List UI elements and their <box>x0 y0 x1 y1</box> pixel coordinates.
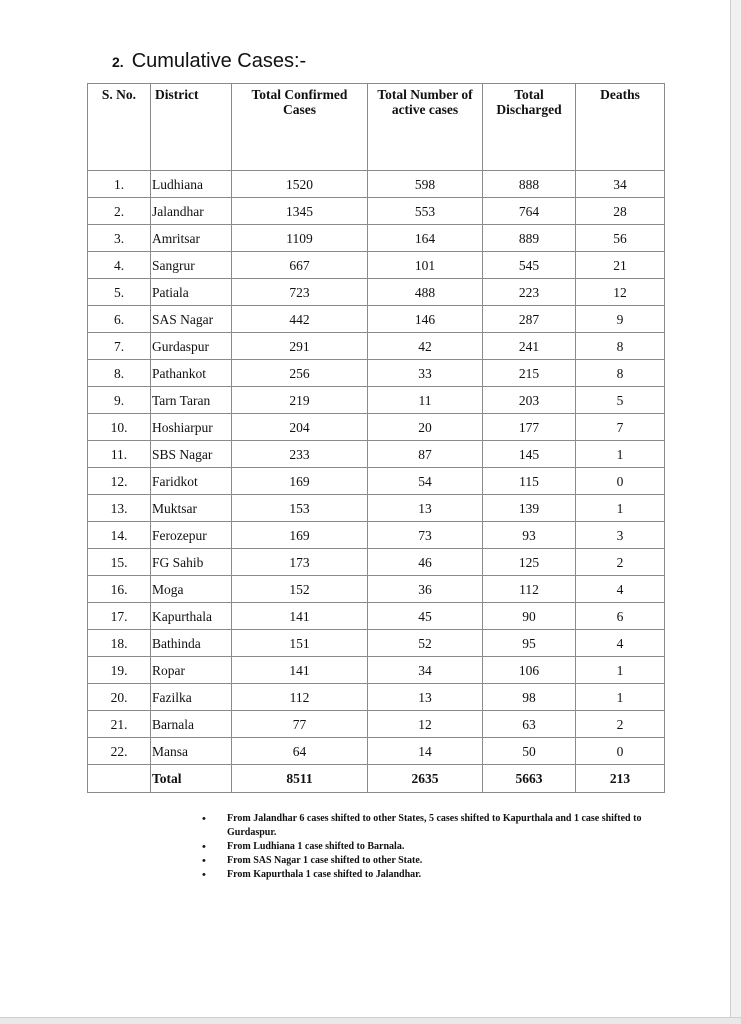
cell-discharged: 139 <box>483 495 576 522</box>
cell-active: 54 <box>368 468 483 495</box>
cell-active: 87 <box>368 441 483 468</box>
table-row <box>88 414 665 441</box>
table-row <box>88 495 665 522</box>
cell-district: Tarn Taran <box>151 387 232 414</box>
cell-active: 13 <box>368 495 483 522</box>
cell-discharged: 203 <box>483 387 576 414</box>
cell-discharged: 177 <box>483 414 576 441</box>
cell-deaths: 3 <box>576 522 665 549</box>
cell-active: 45 <box>368 603 483 630</box>
cell-deaths: 6 <box>576 603 665 630</box>
total-discharged: 5663 <box>483 765 576 793</box>
cell-serial-no: 6. <box>88 306 151 333</box>
table-row <box>88 225 665 252</box>
cell-active: 36 <box>368 576 483 603</box>
cell-serial-no: 10. <box>88 414 151 441</box>
cell-district: Barnala <box>151 711 232 738</box>
cell-serial-no: 19. <box>88 657 151 684</box>
cell-discharged: 764 <box>483 198 576 225</box>
total-deaths: 213 <box>576 765 665 793</box>
cell-active: 101 <box>368 252 483 279</box>
cell-district: Ludhiana <box>151 171 232 198</box>
cell-active: 14 <box>368 738 483 765</box>
cell-district: Moga <box>151 576 232 603</box>
cell-confirmed: 141 <box>232 657 368 684</box>
cell-confirmed: 169 <box>232 468 368 495</box>
cell-deaths: 1 <box>576 441 665 468</box>
cell-district: SBS Nagar <box>151 441 232 468</box>
cell-discharged: 115 <box>483 468 576 495</box>
cell-deaths: 56 <box>576 225 665 252</box>
section-title: Cumulative Cases:- <box>131 50 307 72</box>
cell-deaths: 34 <box>576 171 665 198</box>
cell-confirmed: 112 <box>232 684 368 711</box>
footnote-item <box>202 840 662 854</box>
cell-deaths: 2 <box>576 549 665 576</box>
cell-active: 553 <box>368 198 483 225</box>
cell-deaths: 4 <box>576 576 665 603</box>
bullet-icon: • <box>202 869 206 881</box>
table-row <box>88 279 665 306</box>
cell-confirmed: 667 <box>232 252 368 279</box>
cell-district: Bathinda <box>151 630 232 657</box>
cell-active: 33 <box>368 360 483 387</box>
total-serial-cell <box>88 765 151 793</box>
cell-deaths: 28 <box>576 198 665 225</box>
cell-serial-no: 7. <box>88 333 151 360</box>
header-district: District <box>151 84 232 171</box>
cell-confirmed: 151 <box>232 630 368 657</box>
cell-confirmed: 152 <box>232 576 368 603</box>
table-row <box>88 522 665 549</box>
cell-confirmed: 256 <box>232 360 368 387</box>
cell-district: Muktsar <box>151 495 232 522</box>
cell-district: SAS Nagar <box>151 306 232 333</box>
cell-district: Patiala <box>151 279 232 306</box>
table-row <box>88 198 665 225</box>
cell-confirmed: 219 <box>232 387 368 414</box>
cell-active: 73 <box>368 522 483 549</box>
cell-active: 13 <box>368 684 483 711</box>
cell-deaths: 1 <box>576 684 665 711</box>
header-discharged: Total Discharged <box>483 84 576 171</box>
footnote-item <box>202 854 662 868</box>
table-row <box>88 684 665 711</box>
cell-deaths: 7 <box>576 414 665 441</box>
cell-deaths: 8 <box>576 360 665 387</box>
bullet-icon: • <box>202 841 206 853</box>
table-row <box>88 603 665 630</box>
table-row <box>88 468 665 495</box>
cell-serial-no: 16. <box>88 576 151 603</box>
bullet-icon: • <box>202 855 206 867</box>
cell-discharged: 112 <box>483 576 576 603</box>
cell-discharged: 90 <box>483 603 576 630</box>
cell-district: Amritsar <box>151 225 232 252</box>
cell-discharged: 287 <box>483 306 576 333</box>
table-row <box>88 387 665 414</box>
cell-confirmed: 64 <box>232 738 368 765</box>
cell-discharged: 106 <box>483 657 576 684</box>
table-row <box>88 171 665 198</box>
cell-deaths: 21 <box>576 252 665 279</box>
cell-deaths: 4 <box>576 630 665 657</box>
cell-district: Jalandhar <box>151 198 232 225</box>
table-row <box>88 306 665 333</box>
cell-confirmed: 442 <box>232 306 368 333</box>
cell-discharged: 888 <box>483 171 576 198</box>
cell-active: 46 <box>368 549 483 576</box>
cell-serial-no: 12. <box>88 468 151 495</box>
table-row <box>88 333 665 360</box>
table-row <box>88 657 665 684</box>
cell-discharged: 889 <box>483 225 576 252</box>
cell-district: Hoshiarpur <box>151 414 232 441</box>
cell-serial-no: 15. <box>88 549 151 576</box>
viewer-right-edge <box>730 0 741 1024</box>
cell-serial-no: 1. <box>88 171 151 198</box>
cell-discharged: 93 <box>483 522 576 549</box>
cell-active: 12 <box>368 711 483 738</box>
cell-confirmed: 291 <box>232 333 368 360</box>
total-confirmed: 8511 <box>232 765 368 793</box>
footnote-text: From Jalandhar 6 cases shifted to other States, 5 cases shifted to Kapurthala and 1 case shifted to Gurdaspur. <box>227 813 642 838</box>
viewer-bottom-edge <box>0 1017 741 1024</box>
footnote-text: From Ludhiana 1 case shifted to Barnala. <box>227 841 405 852</box>
cell-discharged: 95 <box>483 630 576 657</box>
cell-deaths: 1 <box>576 495 665 522</box>
cell-deaths: 2 <box>576 711 665 738</box>
cell-deaths: 0 <box>576 738 665 765</box>
cell-active: 146 <box>368 306 483 333</box>
header-active-cases: Total Number of active cases <box>368 84 483 171</box>
cell-serial-no: 13. <box>88 495 151 522</box>
cell-discharged: 98 <box>483 684 576 711</box>
cumulative-cases-table <box>87 83 665 793</box>
total-row <box>88 765 665 793</box>
cell-serial-no: 18. <box>88 630 151 657</box>
cell-district: Kapurthala <box>151 603 232 630</box>
cell-district: Pathankot <box>151 360 232 387</box>
cell-confirmed: 77 <box>232 711 368 738</box>
footnote-item <box>202 868 662 882</box>
table-row <box>88 576 665 603</box>
cell-district: Ferozepur <box>151 522 232 549</box>
cell-serial-no: 22. <box>88 738 151 765</box>
cell-deaths: 8 <box>576 333 665 360</box>
header-total-confirmed: Total Confirmed Cases <box>232 84 368 171</box>
section-number: 2. <box>112 54 124 70</box>
cell-confirmed: 204 <box>232 414 368 441</box>
cell-active: 42 <box>368 333 483 360</box>
cell-discharged: 125 <box>483 549 576 576</box>
table-row <box>88 738 665 765</box>
cell-confirmed: 173 <box>232 549 368 576</box>
footnote-text: From Kapurthala 1 case shifted to Jalandhar. <box>227 869 422 880</box>
cell-discharged: 241 <box>483 333 576 360</box>
cell-district: Mansa <box>151 738 232 765</box>
section-heading <box>112 50 306 73</box>
cell-discharged: 145 <box>483 441 576 468</box>
cell-district: Faridkot <box>151 468 232 495</box>
cell-active: 52 <box>368 630 483 657</box>
cell-district: Gurdaspur <box>151 333 232 360</box>
cell-district: Sangrur <box>151 252 232 279</box>
cell-serial-no: 4. <box>88 252 151 279</box>
table-header-row <box>88 84 665 171</box>
total-active: 2635 <box>368 765 483 793</box>
cell-deaths: 5 <box>576 387 665 414</box>
table-row <box>88 711 665 738</box>
cell-confirmed: 1520 <box>232 171 368 198</box>
cell-deaths: 1 <box>576 657 665 684</box>
cell-active: 164 <box>368 225 483 252</box>
cell-confirmed: 169 <box>232 522 368 549</box>
table-row <box>88 549 665 576</box>
cell-deaths: 0 <box>576 468 665 495</box>
table-row <box>88 630 665 657</box>
cell-deaths: 12 <box>576 279 665 306</box>
cell-serial-no: 20. <box>88 684 151 711</box>
table-body <box>88 171 665 765</box>
cell-discharged: 545 <box>483 252 576 279</box>
bullet-icon: • <box>202 813 206 825</box>
cell-discharged: 63 <box>483 711 576 738</box>
cell-serial-no: 9. <box>88 387 151 414</box>
header-deaths: Deaths <box>576 84 665 171</box>
cell-active: 488 <box>368 279 483 306</box>
cell-serial-no: 11. <box>88 441 151 468</box>
footnote-text: From SAS Nagar 1 case shifted to other State. <box>227 855 423 866</box>
cell-discharged: 223 <box>483 279 576 306</box>
total-label: Total <box>151 765 232 793</box>
cell-serial-no: 3. <box>88 225 151 252</box>
cell-serial-no: 14. <box>88 522 151 549</box>
cell-district: FG Sahib <box>151 549 232 576</box>
cell-serial-no: 5. <box>88 279 151 306</box>
cell-deaths: 9 <box>576 306 665 333</box>
cell-serial-no: 17. <box>88 603 151 630</box>
cell-district: Ropar <box>151 657 232 684</box>
cell-serial-no: 21. <box>88 711 151 738</box>
footnote-item <box>202 812 662 840</box>
cell-confirmed: 141 <box>232 603 368 630</box>
cell-active: 34 <box>368 657 483 684</box>
table-row <box>88 360 665 387</box>
table-row <box>88 252 665 279</box>
cell-confirmed: 1345 <box>232 198 368 225</box>
footnotes-list <box>202 812 662 882</box>
cell-discharged: 50 <box>483 738 576 765</box>
cell-district: Fazilka <box>151 684 232 711</box>
cell-serial-no: 8. <box>88 360 151 387</box>
cell-confirmed: 723 <box>232 279 368 306</box>
cell-active: 11 <box>368 387 483 414</box>
cell-confirmed: 1109 <box>232 225 368 252</box>
cell-serial-no: 2. <box>88 198 151 225</box>
table-row <box>88 441 665 468</box>
cell-discharged: 215 <box>483 360 576 387</box>
cell-active: 598 <box>368 171 483 198</box>
cell-confirmed: 233 <box>232 441 368 468</box>
cell-active: 20 <box>368 414 483 441</box>
header-serial-no: S. No. <box>88 84 151 171</box>
cell-confirmed: 153 <box>232 495 368 522</box>
